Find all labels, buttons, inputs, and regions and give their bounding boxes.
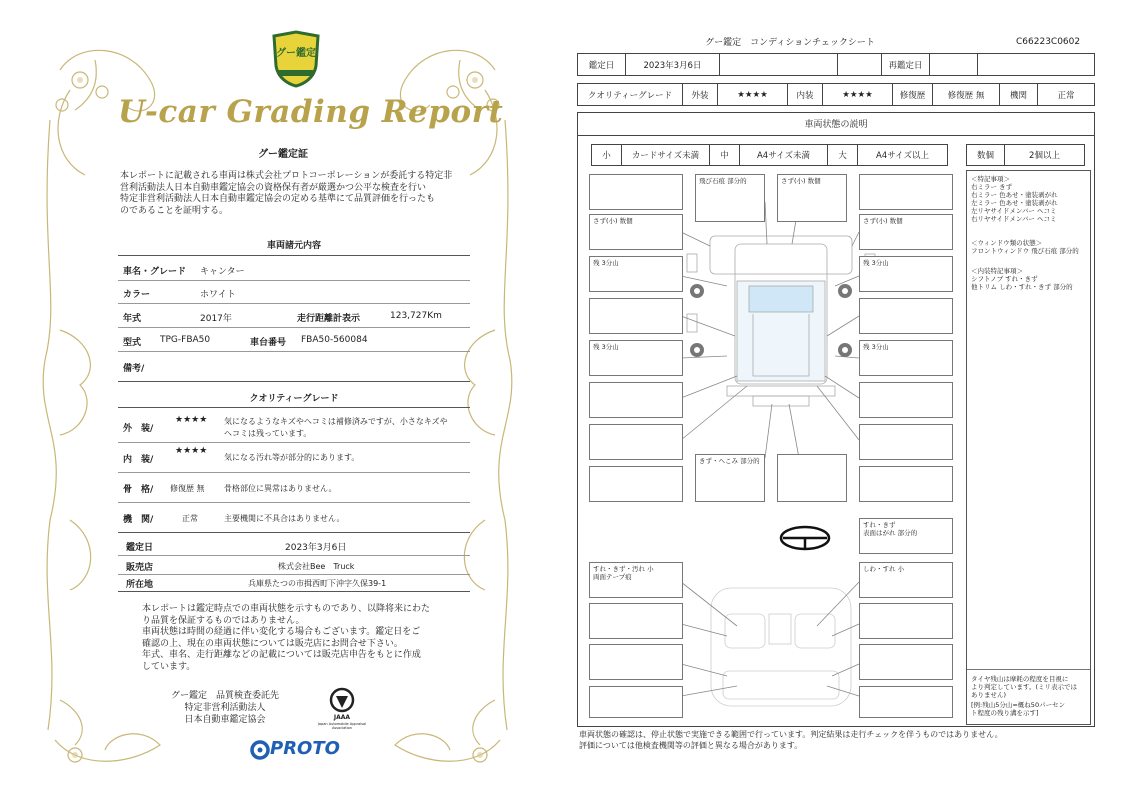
exterior-stars: ★★★★ bbox=[718, 84, 788, 105]
divider bbox=[118, 255, 470, 256]
appraisal-date-label: 鑑定日 bbox=[126, 543, 154, 553]
panel-label: 表面はがれ 部分的 bbox=[863, 529, 918, 537]
panel-box bbox=[859, 256, 953, 292]
color-value: ホワイト bbox=[200, 290, 236, 300]
sheet-footer bbox=[579, 729, 1003, 751]
sheet-title: グー鑑定 コンディションチェックシート bbox=[705, 38, 875, 48]
color-label: カラー bbox=[123, 290, 151, 300]
panel-box bbox=[695, 174, 765, 222]
certificate-intro bbox=[120, 171, 472, 217]
panel-box bbox=[589, 174, 683, 210]
tire-note: タイヤ残山は摩耗の程度を目視に bbox=[971, 675, 1069, 683]
size-medium-desc: A4サイズ未満 bbox=[740, 145, 828, 165]
jaaa-caption: Japan Automobile Appraisal Association bbox=[317, 722, 367, 730]
frame-text: 骨格部位に異常はありません。 bbox=[224, 484, 337, 493]
divider bbox=[118, 555, 470, 556]
divider bbox=[118, 303, 470, 304]
blank-cell bbox=[930, 54, 978, 75]
panel-box bbox=[777, 454, 847, 502]
special-item: 左リヤサイドメンバー ヘコミ bbox=[971, 207, 1057, 215]
model-label: 型式 bbox=[123, 338, 142, 348]
size-medium: 中 bbox=[710, 145, 740, 165]
engine-value: 正常 bbox=[1057, 90, 1075, 101]
exterior-label: 外 装/ bbox=[123, 424, 154, 434]
exterior-stars: ★★★★ bbox=[175, 415, 208, 425]
panel-label: さず(小) 数個 bbox=[593, 217, 633, 225]
panel-box bbox=[589, 382, 683, 418]
panel-box bbox=[589, 214, 683, 250]
model-value: TPG-FBA50 bbox=[160, 335, 211, 345]
panel-box bbox=[859, 518, 953, 554]
panel-label: さず(小) 数個 bbox=[781, 177, 821, 185]
divider bbox=[118, 574, 470, 575]
interior-heading: ＜内装特記事項＞ bbox=[971, 267, 1023, 275]
panel-box bbox=[859, 686, 953, 718]
size-small-desc: カードサイズ未満 bbox=[622, 145, 710, 165]
intro-line: 営利活動法人日本自動車鑑定協会の資格保有者が厳選かつ公平な検査を行い bbox=[120, 182, 427, 193]
report-subtitle: グー鑑定証 bbox=[258, 149, 308, 160]
engine-text: 主要機関に不具合はありません。 bbox=[224, 514, 345, 523]
frame-label: 骨 格/ bbox=[123, 485, 154, 495]
quality-grade-label: クオリティーグレード bbox=[578, 84, 683, 105]
issuer-line: 特定非営利活動法人 bbox=[184, 703, 266, 713]
size-small: 小 bbox=[592, 145, 622, 165]
panel-box bbox=[589, 644, 683, 680]
exterior-text-2: ヘコミは残っています。 bbox=[224, 429, 312, 438]
repair-label: 修復歴 bbox=[893, 84, 933, 105]
panel-box bbox=[859, 603, 953, 639]
blank-cell bbox=[720, 54, 838, 75]
panel-label: 残 3分山 bbox=[863, 343, 889, 351]
divider bbox=[118, 327, 470, 328]
panel-box bbox=[589, 562, 683, 598]
mileage-label: 走行距離計表示 bbox=[297, 314, 361, 324]
address-label: 所在地 bbox=[126, 580, 154, 590]
panel-box bbox=[859, 340, 953, 376]
panel-box bbox=[777, 174, 847, 222]
panel-box bbox=[589, 603, 683, 639]
panel-label: 両面テープ痕 bbox=[593, 573, 632, 581]
disclaimer-line: 確認の上、現在の車両状態については販売店にお問合せ下さい。 bbox=[142, 638, 403, 649]
panel-label: 飛び石痕 部分的 bbox=[699, 177, 747, 185]
count-legend bbox=[966, 144, 1085, 166]
badge-text: グー鑑定 bbox=[276, 48, 316, 59]
panel-box bbox=[859, 214, 953, 250]
special-heading: ＜特記事項＞ bbox=[971, 175, 1010, 183]
panel-label: しわ・すれ 小 bbox=[863, 565, 905, 573]
special-item: 左ミラー 色あせ・塗装剥がれ bbox=[971, 199, 1058, 207]
disclaimer-line: 本レポートは鑑定時点での車両状態を示すものであり、以降将来にわた bbox=[142, 604, 431, 614]
issuer-line: グー鑑定 品質検査委託先 bbox=[170, 691, 279, 701]
count-label: 数個 bbox=[967, 145, 1005, 165]
divider bbox=[118, 407, 470, 408]
grade-label: 車名・グレード bbox=[123, 267, 187, 277]
disclaimer-line: り品質を保証するものではありません。 bbox=[142, 615, 305, 626]
panel-box bbox=[859, 298, 953, 334]
engine-label: 機 関/ bbox=[123, 515, 154, 525]
issuer bbox=[160, 690, 290, 726]
tire-note: より判定しています。(ミリ表示では bbox=[971, 683, 1078, 691]
report-title: U-car Grading Report bbox=[118, 94, 504, 130]
certificate-disclaimer bbox=[142, 604, 452, 673]
divider bbox=[118, 591, 470, 592]
panel-box bbox=[859, 644, 953, 680]
mileage-value: 123,727Km bbox=[390, 311, 442, 321]
intro-line: 本レポートに記載される車両は株式会社プロトコーポレーションが委託する特定非 bbox=[120, 171, 453, 181]
issuer-line: 日本自動車鑑定協会 bbox=[184, 715, 266, 725]
panel-box bbox=[589, 686, 683, 718]
shop-label: 販売店 bbox=[126, 563, 154, 573]
exterior-label: 外装 bbox=[683, 84, 718, 105]
specs-heading: 車両諸元内容 bbox=[266, 241, 321, 251]
goo-kantei-badge bbox=[270, 30, 322, 88]
disclaimer-line: 車両状態は時間の経過に伴い変化する場合もございます。鑑定日をご bbox=[142, 627, 421, 637]
panel-label: すれ・きず・汚れ 小 bbox=[593, 565, 654, 573]
proto-logo-text: PROTO bbox=[270, 738, 340, 759]
window-heading: ＜ウィンドウ類の状態＞ bbox=[971, 239, 1043, 247]
diagram-heading: 車両状態の説明 bbox=[577, 112, 1095, 136]
divider bbox=[118, 351, 470, 352]
grade-row bbox=[577, 83, 1095, 106]
grade-value: キャンター bbox=[200, 267, 245, 277]
interior-text: 気になる汚れ等が部分的にあります。 bbox=[224, 453, 360, 462]
panel-label: すれ・きず bbox=[863, 521, 896, 529]
interior-item: 他トリム しわ・すれ・きず 部分的 bbox=[971, 283, 1073, 291]
engine-value: 正常 bbox=[182, 514, 198, 523]
panel-box bbox=[589, 256, 683, 292]
panel-box bbox=[859, 382, 953, 418]
quality-heading: クオリティーグレード bbox=[249, 394, 339, 404]
frame-value: 修復歴 無 bbox=[170, 484, 205, 493]
special-item: 右リヤサイドメンバー ヘコミ bbox=[971, 215, 1057, 223]
engine-label: 機関 bbox=[1000, 84, 1038, 105]
count-desc: 2個以上 bbox=[1029, 151, 1060, 161]
reappraisal-label: 再鑑定日 bbox=[882, 54, 930, 75]
footer-line: 評価については他検査機関等の評価と異なる場合があります。 bbox=[579, 741, 803, 750]
jaaa-logo-text: JAAA bbox=[333, 714, 351, 721]
panel-label: 残 3分山 bbox=[593, 259, 619, 267]
panel-label: 残 3分山 bbox=[863, 259, 889, 267]
tire-note: ありません) bbox=[971, 691, 1007, 699]
interior-label: 内装 bbox=[788, 84, 823, 105]
window-item: フロントウィンドウ 飛び石痕 部分的 bbox=[971, 247, 1079, 255]
tire-note: [例:残山5分山=概ね50パーセン bbox=[971, 701, 1065, 709]
panel-box bbox=[589, 424, 683, 460]
divider bbox=[118, 280, 470, 281]
divider bbox=[967, 669, 1090, 670]
panel-box bbox=[859, 466, 953, 502]
repair-value: 修復歴 無 bbox=[933, 84, 1000, 105]
appraisal-date-value: 2023年3月6日 bbox=[285, 543, 347, 553]
remarks-label: 備考/ bbox=[123, 364, 145, 374]
divider bbox=[118, 532, 470, 533]
year-label: 年式 bbox=[123, 314, 142, 324]
exterior-text-1: 気になるようなキズやヘコミは補修済みですが、小さなキズや bbox=[224, 417, 448, 426]
special-item: 右ミラー きず bbox=[971, 183, 1013, 191]
size-large: 大 bbox=[828, 145, 858, 165]
interior-item: シフトノブ すれ・きず bbox=[971, 275, 1038, 283]
panel-box bbox=[589, 298, 683, 334]
divider bbox=[118, 472, 470, 473]
size-large-desc: A4サイズ以上 bbox=[875, 151, 930, 161]
interior-stars: ★★★★ bbox=[175, 446, 208, 456]
intro-line: 特定非営利活動法人日本自動車鑑定協会の定める基準にて品質評価を行ったも bbox=[120, 194, 436, 204]
panel-box bbox=[859, 562, 953, 598]
chassis-label: 車台番号 bbox=[250, 338, 287, 348]
tire-note: ト程度の残り溝を示す] bbox=[971, 709, 1039, 717]
chassis-value: FBA50-560084 bbox=[301, 335, 368, 345]
interior-stars: ★★★★ bbox=[823, 84, 893, 105]
panel-box bbox=[859, 174, 953, 210]
interior-label: 内 装/ bbox=[123, 455, 154, 465]
disclaimer-line: しています。 bbox=[142, 661, 196, 672]
intro-line: のであることを証明する。 bbox=[120, 205, 229, 216]
divider bbox=[118, 442, 470, 443]
special-item: 右ミラー 色あせ・塗装剥がれ bbox=[971, 191, 1058, 199]
panel-label: さず(小) 数個 bbox=[863, 217, 903, 225]
disclaimer-line: 年式、車名、走行距離などの記載については販売店申告をもとに作成 bbox=[142, 650, 421, 660]
panel-label: きず・へこみ 部分的 bbox=[699, 457, 760, 465]
panel-label: 残 3分山 bbox=[593, 343, 619, 351]
panel-box bbox=[859, 424, 953, 460]
date-label: 鑑定日 bbox=[578, 54, 626, 75]
address-value: 兵庫県たつの市揖西町下沖字久保39-1 bbox=[248, 579, 387, 588]
divider bbox=[118, 502, 470, 503]
grading-certificate bbox=[0, 0, 555, 800]
footer-line: 車両状態の確認は、停止状態で実施できる範囲で行っています。判定結果は走行チェックを伴うものではありません。 bbox=[579, 730, 1003, 739]
panel-box bbox=[695, 454, 765, 502]
notes-panel bbox=[966, 170, 1091, 725]
jaaa-logo bbox=[312, 686, 372, 734]
sheet-code: C66223C0602 bbox=[1016, 37, 1081, 47]
divider bbox=[118, 381, 470, 382]
panel-box bbox=[589, 340, 683, 376]
shop-value: 株式会社Bee Truck bbox=[278, 562, 355, 571]
panel-box bbox=[589, 466, 683, 502]
date-value: 2023年3月6日 bbox=[626, 54, 720, 75]
blank-cell bbox=[838, 54, 882, 75]
year-value: 2017年 bbox=[200, 314, 232, 324]
date-row bbox=[577, 53, 1095, 76]
